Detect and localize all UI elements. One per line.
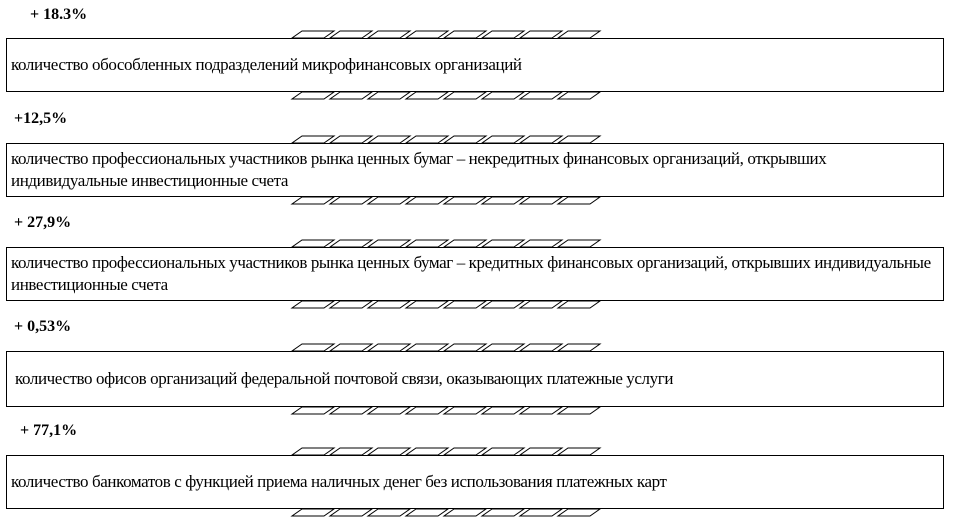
indicator-text-2: количество профессиональных участников рынка ценных бумаг – некредитных финансовых организаций, открывших индивидуальные инвестиционные счета (11, 149, 827, 190)
arrow-segment (330, 240, 372, 247)
arrow-strip-top-1 (292, 31, 600, 38)
indicator-box-3 (6, 247, 944, 301)
arrow-segment (292, 197, 334, 204)
arrow-segment (482, 509, 524, 516)
arrow-segment (330, 136, 372, 143)
indicator-box-2 (6, 143, 944, 197)
arrow-segment (292, 31, 334, 38)
arrow-segment (444, 344, 486, 351)
arrow-segment (444, 31, 486, 38)
arrow-segment (368, 344, 410, 351)
indicator-text-5: количество банкоматов с функцией приема наличных денег без использования платежных карт (11, 472, 667, 491)
arrow-segment (444, 197, 486, 204)
arrow-segment (330, 407, 372, 414)
arrow-strip-bottom-1 (292, 92, 600, 99)
arrow-segment (520, 301, 562, 308)
arrow-strip-top-4 (292, 344, 600, 351)
arrow-segment (520, 240, 562, 247)
arrow-segment (558, 31, 600, 38)
change-2: +12,5% (14, 110, 68, 127)
arrow-segment (444, 509, 486, 516)
arrow-segment (406, 240, 448, 247)
arrow-segment (444, 301, 486, 308)
arrow-segment (558, 197, 600, 204)
arrow-segment (482, 92, 524, 99)
arrow-segment (292, 509, 334, 516)
arrow-segment (330, 448, 372, 455)
arrow-segment (330, 509, 372, 516)
arrow-segment (482, 301, 524, 308)
arrow-segment (520, 197, 562, 204)
arrow-segment (558, 509, 600, 516)
arrow-strip-top-2 (292, 136, 600, 143)
arrow-segment (520, 31, 562, 38)
arrow-segment (520, 92, 562, 99)
arrow-segment (520, 407, 562, 414)
arrow-segment (444, 240, 486, 247)
arrow-segment (368, 301, 410, 308)
arrow-segment (406, 448, 448, 455)
change-1: + 18.3% (30, 6, 88, 23)
arrow-segment (406, 301, 448, 308)
arrow-segment (292, 301, 334, 308)
arrow-segment (406, 407, 448, 414)
arrow-strip-bottom-4 (292, 407, 600, 414)
arrow-segment (368, 240, 410, 247)
arrow-segment (482, 448, 524, 455)
arrow-segment (558, 407, 600, 414)
arrow-segment (482, 407, 524, 414)
arrow-segment (292, 92, 334, 99)
arrow-segment (330, 92, 372, 99)
arrow-segment (292, 344, 334, 351)
arrow-segment (520, 509, 562, 516)
change-3: + 27,9% (14, 214, 72, 231)
arrow-segment (330, 344, 372, 351)
arrow-segment (482, 31, 524, 38)
arrow-segment (368, 448, 410, 455)
arrow-strip-top-5 (292, 448, 600, 455)
arrow-segment (330, 197, 372, 204)
arrow-segment (292, 240, 334, 247)
arrow-segment (444, 448, 486, 455)
arrow-strip-bottom-3 (292, 301, 600, 308)
arrow-segment (520, 136, 562, 143)
arrow-segment (406, 197, 448, 204)
arrow-segment (368, 31, 410, 38)
arrow-segment (368, 509, 410, 516)
arrow-segment (520, 448, 562, 455)
indicator-box-5 (6, 455, 944, 509)
indicator-text-3: количество профессиональных участников рынка ценных бумаг – кредитных финансовых организаций, открывших индивидуальные инвестиционные счета (11, 253, 931, 294)
arrow-segment (558, 301, 600, 308)
arrow-segment (368, 92, 410, 99)
arrow-segment (292, 136, 334, 143)
arrow-segment (292, 407, 334, 414)
arrow-segment (406, 509, 448, 516)
arrow-segment (558, 136, 600, 143)
arrow-segment (482, 136, 524, 143)
arrow-segment (406, 344, 448, 351)
indicator-box-1 (6, 38, 944, 92)
arrow-segment (482, 197, 524, 204)
arrow-segment (482, 240, 524, 247)
indicator-box-4 (6, 351, 944, 407)
arrow-strip-bottom-2 (292, 197, 600, 204)
change-4: + 0,53% (14, 318, 72, 335)
arrow-segment (558, 92, 600, 99)
arrow-segment (444, 136, 486, 143)
arrow-segment (330, 301, 372, 308)
arrow-segment (368, 136, 410, 143)
arrow-segment (558, 344, 600, 351)
indicator-text-4: количество офисов организаций федеральной почтовой связи, оказывающих платежные услуги (15, 369, 674, 388)
arrow-segment (558, 240, 600, 247)
indicator-text-1: количество обособленных подразделений микрофинансовых организаций (11, 55, 522, 74)
arrow-segment (558, 448, 600, 455)
arrow-segment (444, 92, 486, 99)
arrow-segment (406, 31, 448, 38)
arrow-segment (520, 344, 562, 351)
arrow-segment (368, 197, 410, 204)
change-5: + 77,1% (20, 422, 78, 439)
arrow-segment (482, 344, 524, 351)
arrow-segment (406, 92, 448, 99)
arrow-strip-top-3 (292, 240, 600, 247)
arrow-strip-bottom-5 (292, 509, 600, 516)
arrow-segment (330, 31, 372, 38)
arrow-segment (444, 407, 486, 414)
arrow-segment (406, 136, 448, 143)
arrow-segment (368, 407, 410, 414)
arrow-segment (292, 448, 334, 455)
